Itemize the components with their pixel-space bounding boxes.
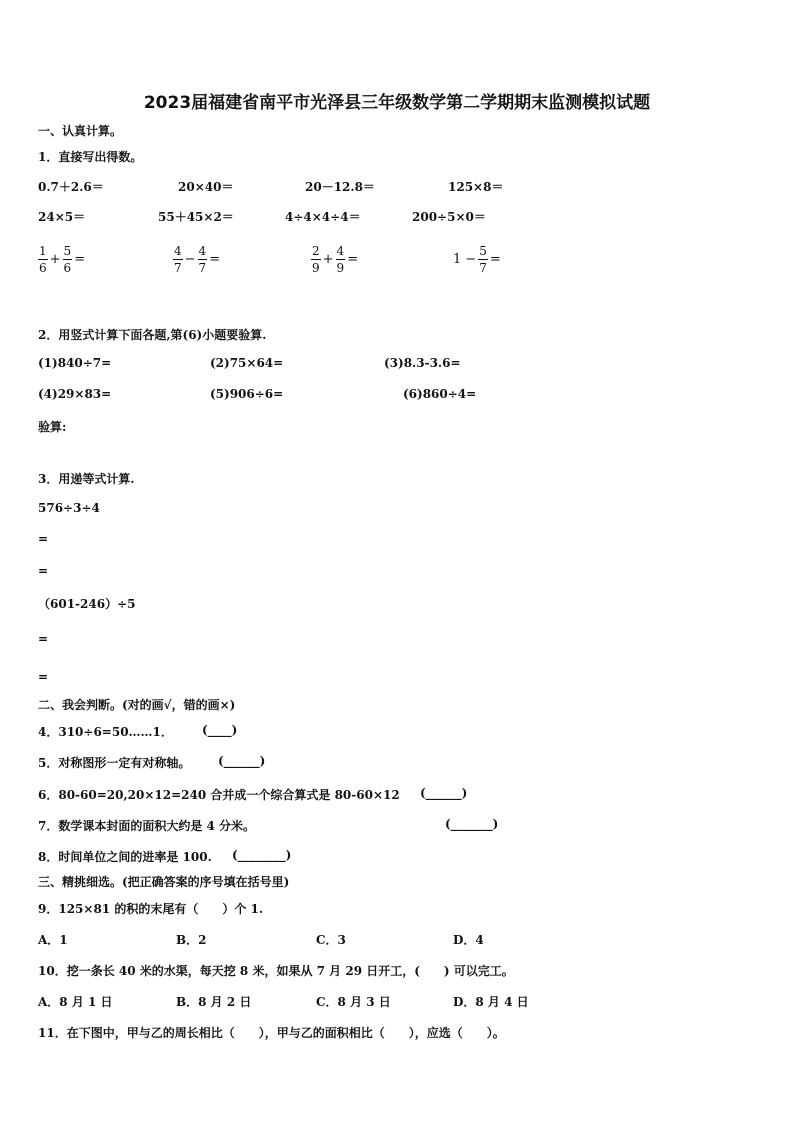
judge-answer-blank[interactable]: (____) bbox=[202, 723, 238, 737]
q1-label: 1．直接写出得数。 bbox=[38, 150, 143, 164]
operator: − bbox=[184, 252, 196, 267]
q1-row1-item: 20－12.8＝ bbox=[305, 180, 375, 194]
fraction bbox=[173, 243, 183, 276]
fraction-numerator: 4 bbox=[174, 244, 182, 258]
q2-item: (1)840÷7= bbox=[38, 356, 112, 370]
q10-option-c[interactable]: C．8 月 3 日 bbox=[316, 995, 391, 1009]
judge-answer-blank[interactable]: (________) bbox=[232, 848, 292, 862]
q1-row2-item: 24×5＝ bbox=[38, 210, 86, 224]
fraction-denominator: 7 bbox=[174, 261, 182, 275]
fraction-denominator: 7 bbox=[479, 261, 487, 275]
fraction-expression bbox=[311, 243, 360, 276]
q10-text: 10．挖一条长 40 米的水渠，每天挖 8 米，如果从 7 月 29 日开工，( ) 可以完工。 bbox=[38, 964, 514, 978]
page-title: 2023届福建省南平市光泽县三年级数学第二学期期末监测模拟试题 bbox=[143, 93, 651, 113]
section3-heading: 三、精挑细选。(把正确答案的序号填在括号里) bbox=[38, 875, 290, 889]
judge-item-text: 4．310÷6=50……1． bbox=[38, 725, 173, 739]
judge-answer-blank[interactable]: (______) bbox=[218, 754, 266, 768]
q3-expression: 576÷3÷4 bbox=[38, 501, 100, 515]
section2-heading: 二、我会判断。(对的画√，错的画×) bbox=[38, 698, 236, 712]
fraction bbox=[38, 243, 48, 276]
fraction-numerator: 1 bbox=[39, 244, 47, 258]
operator: + bbox=[49, 252, 61, 267]
fraction bbox=[336, 243, 346, 276]
q1-row1-item: 0.7＋2.6＝ bbox=[38, 180, 104, 194]
q3-expression: （601-246）÷5 bbox=[38, 597, 136, 611]
q1-row1-item: 125×8＝ bbox=[448, 180, 504, 194]
q3-equals: = bbox=[38, 532, 49, 546]
q1-row2-item: 55＋45×2＝ bbox=[158, 210, 234, 224]
equals-sign: = bbox=[347, 252, 359, 267]
equals-sign: = bbox=[209, 252, 221, 267]
fraction-denominator: 6 bbox=[63, 261, 72, 275]
q11-text: 11．在下图中，甲与乙的周长相比（ ），甲与乙的面积相比（ ），应选（ ）。 bbox=[38, 1026, 505, 1040]
q9-option-a[interactable]: A．1 bbox=[38, 933, 68, 947]
section1-heading: 一、认真计算。 bbox=[38, 124, 123, 138]
judge-item-text: 6．80-60=20,20×12=240 合并成一个综合算式是 80-60×12 bbox=[38, 788, 400, 802]
fraction bbox=[198, 243, 208, 276]
q2-item: (5)906÷6= bbox=[210, 387, 284, 401]
q3-equals: = bbox=[38, 670, 49, 684]
fraction bbox=[478, 243, 488, 276]
q1-row1-item: 20×40＝ bbox=[178, 180, 234, 194]
judge-item-text: 8．时间单位之间的进率是 100. bbox=[38, 850, 212, 864]
fraction bbox=[63, 243, 73, 276]
q9-option-d[interactable]: D．4 bbox=[453, 933, 484, 947]
q2-item: (4)29×83= bbox=[38, 387, 112, 401]
fraction-numerator: 2 bbox=[312, 244, 320, 258]
judge-answer-blank[interactable]: (_______) bbox=[445, 817, 499, 831]
q2-item: (6)860÷4= bbox=[403, 387, 477, 401]
fraction-expression bbox=[451, 243, 503, 276]
fraction bbox=[311, 243, 321, 276]
whole-number: 1 bbox=[453, 252, 462, 267]
q3-equals: = bbox=[38, 564, 49, 578]
q10-option-d[interactable]: D．8 月 4 日 bbox=[453, 995, 529, 1009]
judge-answer-blank[interactable]: (______) bbox=[420, 786, 468, 800]
q9-text: 9．125×81 的积的末尾有（ ）个 1. bbox=[38, 902, 264, 916]
q1-row2-item: 200÷5×0＝ bbox=[412, 210, 486, 224]
fraction-numerator: 5 bbox=[63, 244, 72, 258]
q1-row2-item: 4÷4×4÷4＝ bbox=[285, 210, 361, 224]
q10-option-a[interactable]: A．8 月 1 日 bbox=[38, 995, 113, 1009]
q2-item: (3)8.3-3.6= bbox=[384, 356, 461, 370]
equals-sign: = bbox=[74, 252, 86, 267]
q2-item: (2)75×64= bbox=[210, 356, 284, 370]
q3-equals: = bbox=[38, 632, 49, 646]
judge-item-text: 5．对称图形一定有对称轴。 bbox=[38, 756, 191, 770]
operator: + bbox=[322, 252, 334, 267]
q9-option-c[interactable]: C．3 bbox=[316, 933, 346, 947]
fraction-denominator: 7 bbox=[198, 261, 207, 275]
fraction-expression bbox=[38, 243, 87, 276]
fraction-denominator: 9 bbox=[336, 261, 345, 275]
operator: − bbox=[465, 252, 477, 267]
q9-option-b[interactable]: B．2 bbox=[176, 933, 207, 947]
q2-check-label: 验算: bbox=[38, 420, 67, 434]
q2-label: 2．用竖式计算下面各题,第(6)小题要验算. bbox=[38, 328, 267, 342]
fraction-expression bbox=[173, 243, 222, 276]
fraction-numerator: 4 bbox=[336, 244, 345, 258]
equals-sign: = bbox=[489, 252, 501, 267]
judge-item-text: 7．数学课本封面的面积大约是 4 分米。 bbox=[38, 819, 256, 833]
fraction-denominator: 9 bbox=[312, 261, 320, 275]
q10-option-b[interactable]: B．8 月 2 日 bbox=[176, 995, 252, 1009]
q3-label: 3．用递等式计算. bbox=[38, 472, 135, 486]
fraction-numerator: 5 bbox=[479, 244, 487, 258]
fraction-denominator: 6 bbox=[39, 261, 47, 275]
fraction-numerator: 4 bbox=[198, 244, 207, 258]
